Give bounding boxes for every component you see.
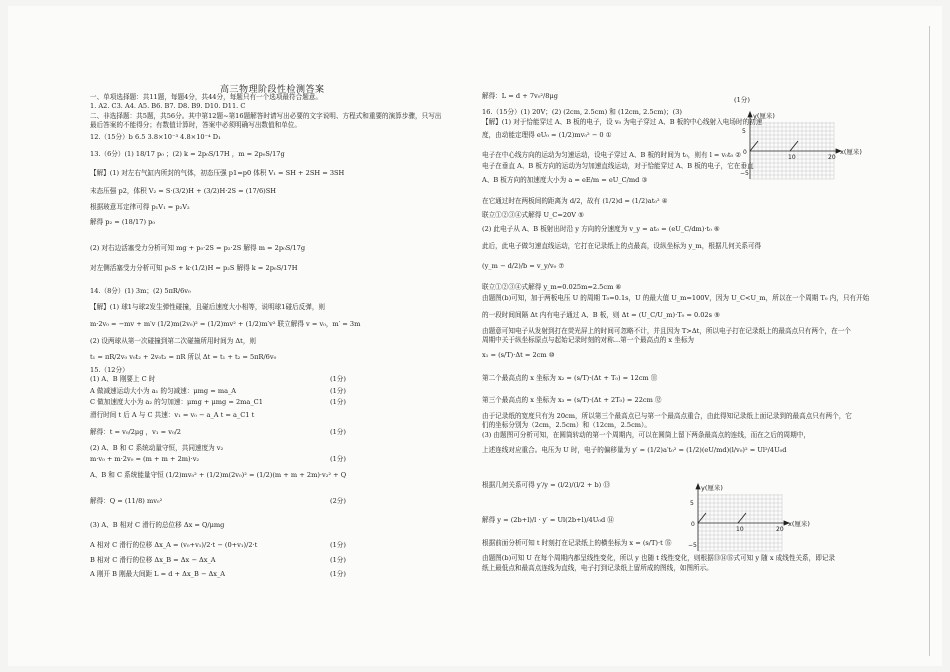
score: (1分) bbox=[330, 570, 346, 578]
text-line: m·v₀ + m·2v₀ = (m + m + 2m)·v₂ bbox=[90, 455, 200, 463]
score: (1分) bbox=[330, 556, 346, 564]
score: (1分) bbox=[330, 428, 346, 436]
text-line: 在它通过时在两板间的距离为 d/2，故有 (1/2)d = (1/2)at₀² ④ bbox=[482, 197, 668, 205]
text-line: 由题意可知电子从发射到打在荧光屏上的时间可忽略不计，并且因为 T>Δt，所以电子打在记录纸上的最高点只有两个，在一个 bbox=[482, 327, 851, 335]
score: (1分) bbox=[734, 96, 750, 104]
text-line: 第三个最高点的 x 坐标为 x₃ = (s/T)·(Δt + 2T₀) = 22cm ⑫ bbox=[482, 396, 662, 404]
text-line: 此后，此电子做匀速直线运动，它打在记录纸上的点最高，设纵坐标为 y_m，根据几何关系可得 bbox=[482, 242, 762, 250]
text-line: (y_m − d/2)/b = v_y/v₀ ⑦ bbox=[482, 262, 565, 270]
text-line: (2) 对右边活塞受力分析可知 mg + p₀·2S = p₂·2S 解得 m = 2p₀S/17g bbox=[90, 244, 306, 252]
text-line: 【解】(1) 对于恰能穿过 A、B 板的电子，设 v₀ 为电子穿过 A、B 板的中心线射入电场时的初速 bbox=[482, 118, 763, 126]
trace-graph-top bbox=[740, 109, 862, 189]
score: (2分) bbox=[330, 497, 346, 505]
text-line: A 刚开 B 刚最大间距 L = d + Δx_B − Δx_A bbox=[90, 570, 226, 578]
score: (1分) bbox=[330, 455, 346, 463]
text-line: 解得 p₂ = (18/17) p₀ bbox=[90, 218, 155, 226]
text-line: 由于记录纸的宽度只有为 20cm，所以第三个最高点已与第一个最高点重合，由此得知记录纸上面记录到的最高点只有两个，它 bbox=[482, 412, 852, 420]
x-tick-label: 10 bbox=[788, 154, 796, 161]
text-line: (2) 设两球从第一次碰撞到第二次碰撞所用时间为 Δt，则 bbox=[90, 337, 257, 345]
text-line: 解得：L = d + 7v₀²/8μg bbox=[482, 92, 558, 100]
text-line: (2) A、B 和 C 系统动量守恒，共同速度为 v₂ bbox=[90, 444, 224, 452]
text-line: 1. A2. C3. A4. A5. B6. B7. D8. B9. D10. D11. C bbox=[90, 102, 246, 110]
text-line: 末态压强 p2，体积 V₂ = S·(3/2)H + (3/2)H·2S = (17/6)SH bbox=[90, 187, 276, 195]
text-line: x₁ = (s/T)·Δt = 2cm ⑩ bbox=[482, 351, 555, 359]
score: (1分) bbox=[330, 387, 346, 395]
text-line: 根据几何关系可得 y′/y = (l/2)/(l/2 + b) ⑬ bbox=[482, 481, 610, 489]
y-axis-label: y(厘米) bbox=[701, 484, 723, 492]
text-line: 【解】(1) 对左右气缸内所封的气体，初态压强 p1=p0 体积 V₁ = SH + 2SH = 3SH bbox=[90, 169, 345, 177]
text-line: 们的坐标分别为（2cm，2.5cm）和（12cm，2.5cm）。 bbox=[482, 421, 651, 429]
answer-sheet bbox=[8, 6, 942, 666]
text-line: (3) A、B 相对 C 滑行的总位移 Δx = Q/μmg bbox=[90, 521, 225, 529]
text-line: 由题图(b)可知，加于两板电压 U 的周期 T₀=0.1s，U 的最大值 U_m=100V，因为 U_C<U_m，所以在一个周期 T₀ 内，只有开始 bbox=[482, 294, 870, 302]
text-line: (3) 由题图可分析可知，在圆筒转动的第一个周期内，可以在圆筒上留下两条最高点的连线，而在之后的周期中， bbox=[482, 431, 810, 439]
text-line: 电子在中心线方向的运动为匀速运动，设电子穿过 A、B 板的时间为 t₀，则有 l = v₀t₀ ② bbox=[482, 151, 742, 159]
score: (1分) bbox=[330, 398, 346, 406]
y-axis-label: y(厘米) bbox=[753, 112, 775, 120]
text-line: B 相对 C 滑行的位移 Δx_B = Δx − Δx_A bbox=[90, 556, 216, 564]
text-line: 纸上最低点和最高点连线为直线，电子打到记录纸上留所成的图线，如图所示。 bbox=[482, 564, 713, 572]
text-line: A、B 板方向的加速度大小为 a = eE/m = eU_C/md ③ bbox=[482, 176, 648, 184]
text-line: A 相对 C 滑行的位移 Δx_A = (v₀+v₁)/2·t − (0+v₁)/2·t bbox=[90, 541, 258, 549]
text-line: 的一段时间间隔 Δt 内有电子通过 A、B 板，则 Δt = (U_C/U_m)·T₀ = 0.02s ⑨ bbox=[482, 311, 721, 319]
text-line: 根据前面分析可知 t 时刻打在记录纸上的横坐标为 x = (s/T)·t ⑮ bbox=[482, 539, 672, 547]
text-line: 解得：t = v₀/2μg ，v₁ = v₀/2 bbox=[90, 428, 181, 436]
y-tick-label: 5 bbox=[690, 500, 694, 507]
text-line: (1) A、B 刚要上 C 时 bbox=[90, 375, 156, 383]
score: (1分) bbox=[330, 375, 346, 383]
page-edge bbox=[927, 26, 930, 656]
graph-grid bbox=[698, 494, 782, 551]
trace-graph-bottom bbox=[688, 481, 810, 561]
graph-grid bbox=[750, 122, 834, 179]
text-line: A 做减速运动大小为 a₁ 的匀减速：μmg = ma_A bbox=[90, 387, 237, 395]
x-tick-label: 20 bbox=[776, 526, 784, 533]
y-tick-label: 0 bbox=[743, 149, 747, 156]
score: (1分) bbox=[330, 541, 346, 549]
doc-title: 高三物理阶段性检测答案 bbox=[220, 85, 325, 95]
text-line: (2) 此电子从 A、B 板射出时沿 y 方向的分速度为 v_y = at₀ = (eU_C/dm)·t₀ ⑥ bbox=[482, 225, 720, 233]
text-line: m·2v₀ = −mv + m′v (1/2)m(2v₀)² = (1/2)mv² + (1/2)m′v² 联立解得 v = v₀，m′ = 3m bbox=[90, 320, 361, 328]
text-line: 一、单项选择题：共11题，每题4分，共44分，每题只有一个选项最符合题意。 bbox=[90, 93, 322, 101]
text-line: 二、非选择题：共5题，共56分。其中第12题~第16题解答时请写出必要的文字说明、方程式和重要的演算步骤，只写出 bbox=[90, 112, 442, 120]
x-axis-label: x(厘米) bbox=[788, 520, 810, 528]
text-line: 解得：Q = (11/8) mv₀² bbox=[90, 497, 163, 505]
text-line: 联立①②③④式解得 U_C=20V ⑤ bbox=[482, 211, 585, 219]
text-line: 电子在垂直 A、B 板方向的运动为匀加速直线运动，对于恰能穿过 A、B 板的电子，它在垂直 bbox=[482, 162, 754, 170]
text-line: 度，由动能定理得 eU₀ = (1/2)mv₀² − 0 ① bbox=[482, 131, 612, 139]
text-line: 14.（8分）(1) 3m；(2) 5πR/6v₀ bbox=[90, 287, 191, 295]
y-tick-label: −5 bbox=[688, 542, 697, 549]
text-line: C 做加速度大小为 a₂ 的匀加速：μmg + μmg = 2ma_C1 bbox=[90, 398, 263, 406]
text-line: t₁ = πR/2v₀ v₀t₂ + 2v₀t₂ = πR 所以 Δt = t₁ + t₂ = 5πR/6v₀ bbox=[90, 353, 277, 361]
text-line: 16.（15分）(1) 20V；(2) (2cm, 2.5cm) 和 (12cm, 2.5cm)；(3) bbox=[482, 108, 683, 116]
text-line: 周期中关于纵坐标原点与起始记录时刻的对称...第一个最高点的 x 坐标为 bbox=[482, 336, 695, 344]
text-line: 滑行时间 t 后 A 与 C 共速：v₁ = v₀ − a_A t = a_C1 t bbox=[90, 411, 255, 419]
text-line: 由题图(b)可知 U 在每个周期内都呈线性变化，所以 y 也随 t 线性变化，则根据⑬⑭⑮式可知 y 随 x 成线性关系，即记录 bbox=[482, 554, 836, 562]
y-tick-label: 0 bbox=[691, 521, 695, 528]
text-line: 联立①②③④式解得 y_m=0.025m=2.5cm ⑧ bbox=[482, 283, 622, 291]
y-tick-label: 5 bbox=[742, 128, 746, 135]
text-line: 15.（12分） bbox=[90, 366, 129, 374]
text-line: 第二个最高点的 x 坐标为 x₂ = (s/T)·(Δt + T₀) = 12cm ⑪ bbox=[482, 374, 658, 382]
x-tick-label: 20 bbox=[828, 154, 836, 161]
y-tick-label: −5 bbox=[740, 170, 749, 177]
text-line: 解得 y = (2b+l)/l · y′ = Ul(2b+l)/4U₀d ⑭ bbox=[482, 516, 614, 524]
x-tick-label: 10 bbox=[736, 526, 744, 533]
text-line: 最后答案的不能得分；有数值计算时，答案中必须明确写出数值和单位。 bbox=[90, 121, 301, 129]
text-line: 13.（6分）(1) 18/17 p₀ ；(2) k = 2p₀S/17H ，m = 2p₀S/17g bbox=[90, 150, 285, 158]
text-line: 根据玻意耳定律可得 p₁V₁ = p₂V₂ bbox=[90, 203, 190, 211]
text-line: A、B 和 C 系统能量守恒 (1/2)mv₀² + (1/2)m(2v₀)² = (1/2)(m + m + 2m)·v₂² + Q bbox=[90, 471, 347, 479]
x-axis-label: x(厘米) bbox=[840, 148, 862, 156]
text-line: 上述连线对应重合。电压为 U 时，电子的偏移量为 y′ = (1/2)a′t₀² = (1/2)(eU/md)(l/v₀)² = Ul²/4U₀d bbox=[482, 446, 787, 454]
text-line: 12.（15分）b 6.5 3.8×10⁻³ 4.8×10⁻⁴ D₁ bbox=[90, 133, 221, 141]
text-line: 对左侧活塞受力分析可知 p₀S + k·(1/2)H = p₂S 解得 k = 2p₀S/17H bbox=[90, 264, 298, 272]
text-line: 【解】(1) 球1与球2发生弹性碰撞，且碰后速度大小相等，说明球1碰后反弹，则 bbox=[90, 303, 326, 311]
